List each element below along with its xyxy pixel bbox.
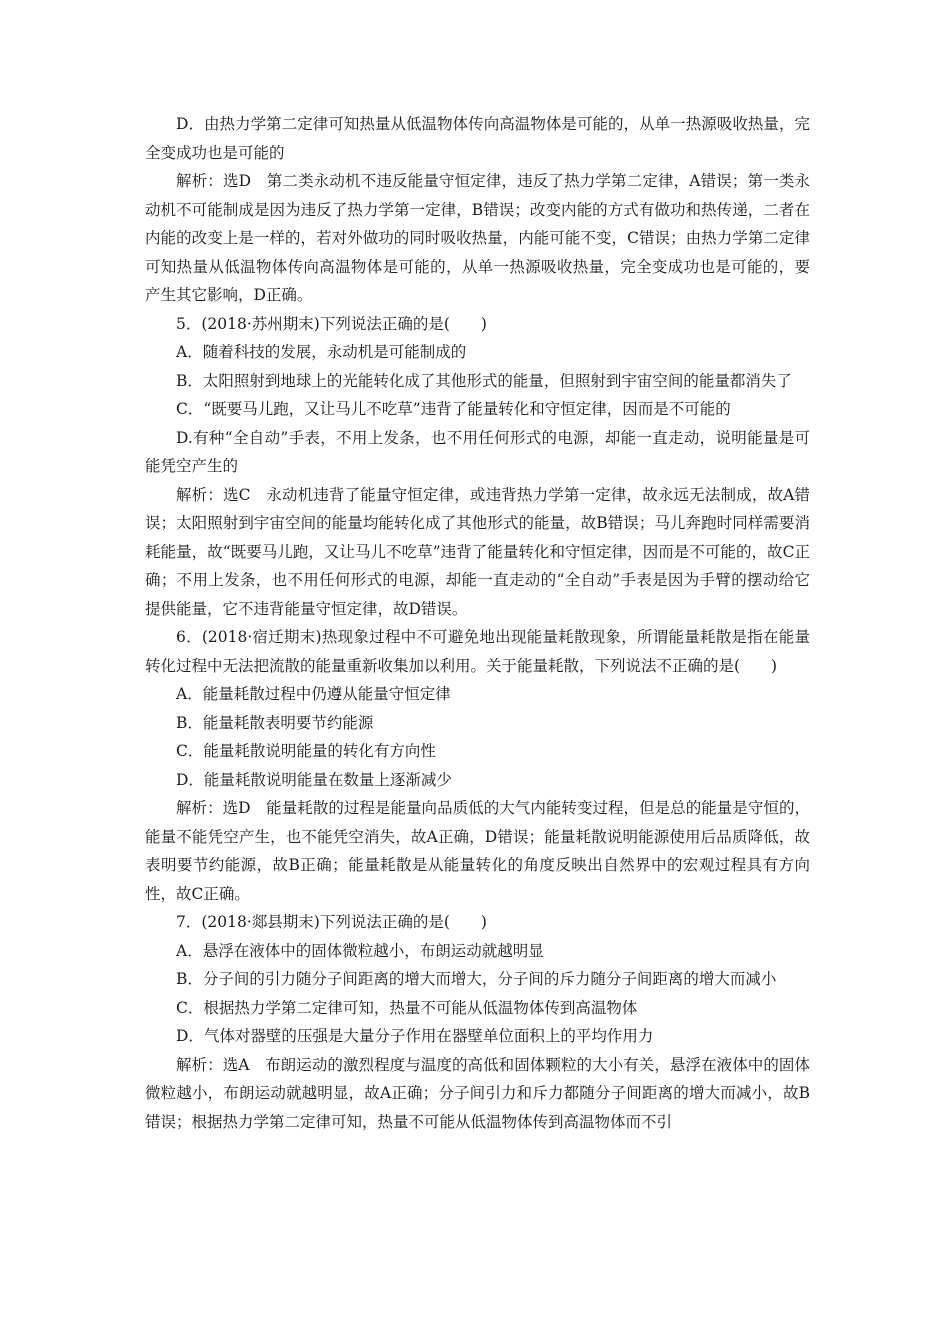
- q6-option-d: D．能量耗散说明能量在数量上逐渐减少: [176, 770, 452, 789]
- document-page: [145, 110, 810, 1136]
- q4-analysis: 解析：选D 第二类永动机不违反能量守恒定律，违反了热力学第二定律，A错误；第一类永动机不可能制成是因为违反了热力学第一定律，B错误；改变内能的方式有做功和热传递，二者在内能的改变上是一样的，若对外做功的同时吸收热量，内能可能不变，C错误；由热力学第二定律可知热量从低温物体传向高温物体是可能的，从单一热源吸收热量，完全变成功也是可能的，要产生其它影响，D正确。: [145, 172, 810, 304]
- q7-option-d: D．气体对器壁的压强是大量分子作用在器壁单位面积上的平均作用力: [176, 1027, 654, 1045]
- q6-option-c: C．能量耗散说明能量的转化有方向性: [176, 742, 436, 760]
- q6-option-a: A．能量耗散过程中仍遵从能量守恒定律: [176, 685, 451, 703]
- q7-option-b: B．分子间的引力随分子间距离的增大而增大，分子间的斥力随分子间距离的增大而减小: [176, 970, 777, 988]
- q7-stem: 7．(2018·郯县期末)下列说法正确的是( ): [176, 913, 487, 931]
- q7-analysis: 解析：选A 布朗运动的激烈程度与温度的高低和固体颗粒的大小有关，悬浮在液体中的固体微粒越小，布朗运动就越明显，故A正确；分子间引力和斥力都随分子间距离的增大而减小，故B错误；根据热力学第二定律可知，热量不可能从低温物体传到高温物体而不引: [145, 1055, 810, 1131]
- q7-option-a: A．悬浮在液体中的固体微粒越小，布朗运动就越明显: [176, 941, 544, 960]
- q6-stem: 6．(2018·宿迁期末)热现象过程中不可避免地出现能量耗散现象，所谓能量耗散是指在能量转化过程中无法把流散的能量重新收集加以利用。关于能量耗散，下列说法不正确的是( ): [145, 628, 810, 675]
- q6-analysis: 解析：选D 能量耗散的过程是能量向品质低的大气内能转变过程，但是总的能量是守恒的，能量不能凭空产生，也不能凭空消失，故A正确，D错误；能量耗散说明能源使用后品质降低，故表明要节约能源，故B正确；能量耗散是从能量转化的角度反映出自然界中的宏观过程具有方向性，故C正确。: [145, 799, 810, 903]
- q5-option-c: C．“既要马儿跑，又让马儿不吃草”违背了能量转化和守恒定律，因而是不可能的: [176, 400, 731, 418]
- q4-option-d: D．由热力学第二定律可知热量从低温物体传向高温物体是可能的，从单一热源吸收热量，完全变成功也是可能的: [145, 115, 810, 162]
- q5-stem: 5．(2018·苏州期末)下列说法正确的是( ): [176, 314, 487, 333]
- q6-option-b: B．能量耗散表明要节约能源: [176, 713, 374, 732]
- q5-option-a: A．随着科技的发展，永动机是可能制成的: [176, 343, 467, 361]
- q5-option-d: D.有种“全自动”手表，不用上发条，也不用任何形式的电源，却能一直走动，说明能量是可能凭空产生的: [145, 428, 810, 475]
- q5-analysis: 解析：选C 永动机违背了能量守恒定律，或违背热力学第一定律，故永远无法制成，故A错误；太阳照射到宇宙空间的能量均能转化成了其他形式的能量，故B错误；马儿奔跑时同样需要消耗能量，故“既要马儿跑，又让马儿不吃草”违背了能量转化和守恒定律，因而是不可能的，故C正确；不用上发条，也不用任何形式的电源，却能一直走动的“全自动”手表是因为手臂的摆动给它提供能量，它不违背能量守恒定律，故D错误。: [145, 485, 810, 618]
- q7-option-c: C．根据热力学第二定律可知，热量不可能从低温物体传到高温物体: [176, 998, 638, 1017]
- q5-option-b: B．太阳照射到地球上的光能转化成了其他形式的能量，但照射到宇宙空间的能量都消失了: [176, 371, 792, 390]
